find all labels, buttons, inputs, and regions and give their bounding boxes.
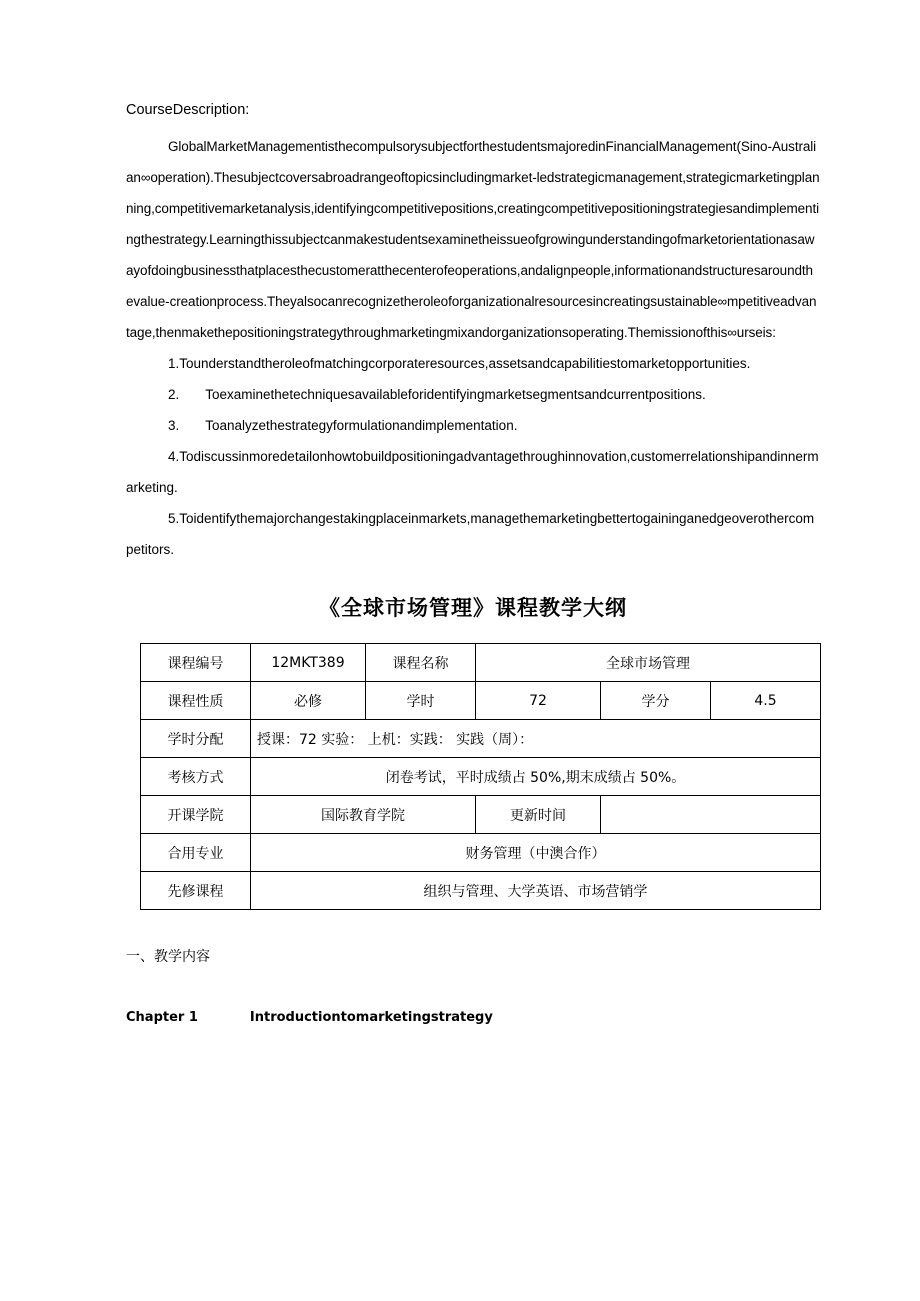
table-row bbox=[141, 682, 821, 720]
list-item bbox=[126, 441, 820, 503]
table-row bbox=[141, 644, 821, 682]
table-cell: 课程性质 bbox=[141, 682, 251, 720]
chapter-label: Chapter 1 bbox=[126, 1010, 198, 1025]
table-cell: 必修 bbox=[251, 682, 366, 720]
list-item-number: 5. bbox=[168, 511, 180, 526]
course-description-heading: CourseDescription: bbox=[126, 102, 250, 118]
table-cell: 学时 bbox=[366, 682, 476, 720]
list-item bbox=[126, 379, 820, 410]
list-item-text: Todiscussinmoredetailonhowtobuildpositioningadvantagethroughinnovation,customerrelationshipandinnermarketing. bbox=[126, 449, 819, 495]
table-cell: 财务管理（中澳合作） bbox=[251, 834, 821, 872]
list-item bbox=[126, 503, 820, 565]
chapter-title: Introductiontomarketingstrategy bbox=[249, 1010, 493, 1025]
list-item bbox=[126, 410, 820, 441]
table-cell: 课程名称 bbox=[366, 644, 476, 682]
table-cell: 全球市场管理 bbox=[476, 644, 821, 682]
table-cell: 12MKT389 bbox=[251, 644, 366, 682]
table-cell: 4.5 bbox=[711, 682, 821, 720]
table-cell: 组织与管理、大学英语、市场营销学 bbox=[251, 872, 821, 910]
table-cell: 闭卷考试，平时成绩占 50%,期末成绩占 50%。 bbox=[251, 758, 821, 796]
table-cell: 学时分配 bbox=[141, 720, 251, 758]
table-cell bbox=[601, 796, 821, 834]
table-cell: 更新时间 bbox=[476, 796, 601, 834]
list-item-text: Tounderstandtheroleofmatchingcorporateresources,assetsandcapabilitiestomarketopportunities. bbox=[179, 356, 751, 371]
list-item-number: 3. bbox=[168, 418, 180, 433]
table-cell: 国际教育学院 bbox=[251, 796, 476, 834]
table-row bbox=[141, 758, 821, 796]
list-item-number: 4. bbox=[168, 449, 180, 464]
list-item-text: Toanalyzethestrategyformulationandimplementation. bbox=[205, 418, 518, 433]
table-cell: 授课：72 实验： 上机：实践： 实践（周）： bbox=[251, 720, 821, 758]
table-row bbox=[141, 872, 821, 910]
page-title: 《全球市场管理》课程教学大纲 bbox=[319, 596, 627, 620]
table-cell: 72 bbox=[476, 682, 601, 720]
table-cell: 考核方式 bbox=[141, 758, 251, 796]
section-heading: 一、教学内容 bbox=[126, 949, 210, 965]
chapter-heading bbox=[126, 1006, 820, 1030]
document-body bbox=[126, 95, 820, 1030]
list-item-number: 2. bbox=[168, 387, 180, 402]
list-item-text: Toidentifythemajorchangestakingplaceinmarkets,managethemarketingbettertogaininganedgeoverothercompetitors. bbox=[126, 511, 815, 557]
table-cell: 合用专业 bbox=[141, 834, 251, 872]
list-item bbox=[126, 348, 820, 379]
table-cell: 开课学院 bbox=[141, 796, 251, 834]
course-info-table bbox=[140, 643, 821, 910]
table-cell: 学分 bbox=[601, 682, 711, 720]
list-item-text: Toexaminethetechniquesavailableforidentifyingmarketsegmentsandcurrentpositions. bbox=[205, 387, 706, 402]
list-item-number: 1. bbox=[168, 356, 180, 371]
table-row bbox=[141, 796, 821, 834]
table-cell: 先修课程 bbox=[141, 872, 251, 910]
table-row bbox=[141, 720, 821, 758]
table-row bbox=[141, 834, 821, 872]
table-cell: 课程编号 bbox=[141, 644, 251, 682]
course-description-paragraph: GlobalMarketManagementisthecompulsorysubjectforthestudentsmajoredinFinancialManagement(Sino-Australian∞operation).Thesubjectcoversabroadrangeoftopicsincludingmarket-ledstrategicmanagement,strategicmarketingplanning,competitivemarketanalysis,identifyingcompetitivepositions,creatingcompetitivepositioningstrategiesandimplementingthestrategy.Learningthissubjectcanmakestudentsexaminetheissueofgrowingunderstandingofmarketorientationasawayofdoingbusinessthatplacesthecustomeratthecenterofeoperations,andalignpeople,informationandstructuresaroundthevalue-creationprocess.Theyalsocanrecognizetheroleoforganizationalresourcesincreatingsustainable∞mpetitiveadvantage,thenmakethepositioningstrategythroughmarketingmixandorganizationsoperating.Themissionofthis∞urseis: bbox=[126, 139, 820, 340]
